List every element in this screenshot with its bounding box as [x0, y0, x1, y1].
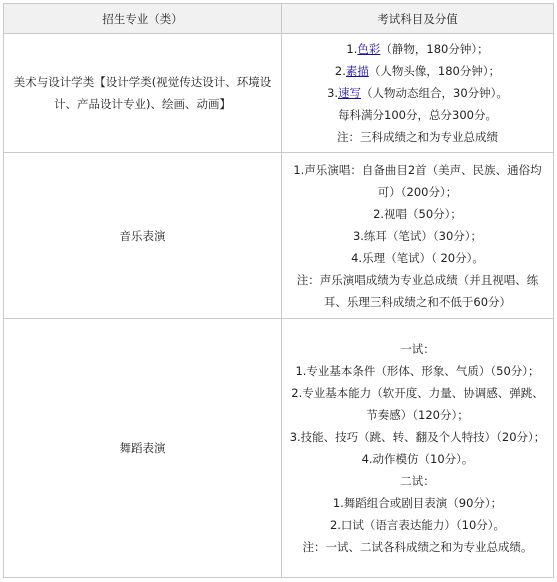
exam-line: 4.动作模仿（10分）。 — [361, 452, 474, 466]
admission-table — [3, 3, 554, 578]
exam-line: 1.舞蹈组合或剧目表演（90分）； — [332, 496, 503, 510]
major-cell: 舞蹈表演 — [4, 319, 282, 578]
subject-link-sketch[interactable]: 素描 — [345, 64, 369, 78]
subject-link-color[interactable]: 色彩 — [357, 42, 381, 56]
exam-line — [288, 38, 547, 60]
table-row — [4, 319, 554, 578]
exam-cell — [282, 319, 554, 578]
exam-line: 3.练耳（笔试）（30分）； — [352, 228, 483, 243]
exam-round-label: 二试： — [400, 474, 435, 488]
subject-link-quick-sketch[interactable]: 速写 — [338, 86, 362, 100]
exam-line — [288, 60, 547, 82]
exam-line: 2.视唱（50分）； — [373, 206, 462, 221]
item-detail: （静物，180分钟）； — [380, 42, 489, 56]
exam-round-label: 一试： — [400, 342, 435, 356]
exam-line: 每科满分100分，总分300分。 — [338, 108, 497, 122]
item-number: 2. — [334, 64, 346, 78]
major-cell: 美术与设计学类【设计学类(视觉传达设计、环境设计、产品设计专业)、绘画、动画】 — [4, 34, 282, 153]
exam-line — [288, 82, 547, 104]
exam-line: 4.乐理（笔试）（ 20分）。 — [351, 250, 484, 265]
table-row — [4, 34, 554, 153]
exam-line: 1.声乐演唱：自备曲目2首（美声、民族、通俗均可）（200分）； — [293, 162, 542, 199]
exam-note: 注：三科成绩之和为专业总成绩 — [337, 130, 498, 144]
table-header-row — [4, 4, 554, 34]
item-detail: （人物头像，180分钟）； — [368, 64, 501, 78]
exam-note: 注：一试、二试各科成绩之和为专业总成绩。 — [302, 540, 533, 554]
table-row — [4, 153, 554, 319]
item-detail: （人物动态组合，30分钟）。 — [361, 86, 508, 100]
exam-line: 1.专业基本条件（形体、形象、气质）（50分）； — [295, 364, 540, 378]
exam-line: 2.专业基本能力（软开度、力量、协调感、弹跳、节奏感）（120分）； — [291, 386, 544, 422]
item-number: 1. — [346, 42, 358, 56]
header-exam-subjects: 考试科目及分值 — [282, 4, 554, 34]
major-cell: 音乐表演 — [4, 153, 282, 319]
exam-cell — [282, 34, 554, 153]
header-major: 招生专业（类） — [4, 4, 282, 34]
exam-cell — [282, 153, 554, 319]
exam-note: 注：声乐演唱成绩为专业总成绩（并且视唱、练耳、乐理三科成绩之和不低于60分） — [296, 272, 539, 309]
item-number: 3. — [327, 86, 339, 100]
exam-line: 3.技能、技巧（跳、转、翻及个人特技）（20分）； — [289, 430, 546, 444]
exam-line: 2.口试（语言表达能力）（10分）。 — [329, 518, 506, 532]
